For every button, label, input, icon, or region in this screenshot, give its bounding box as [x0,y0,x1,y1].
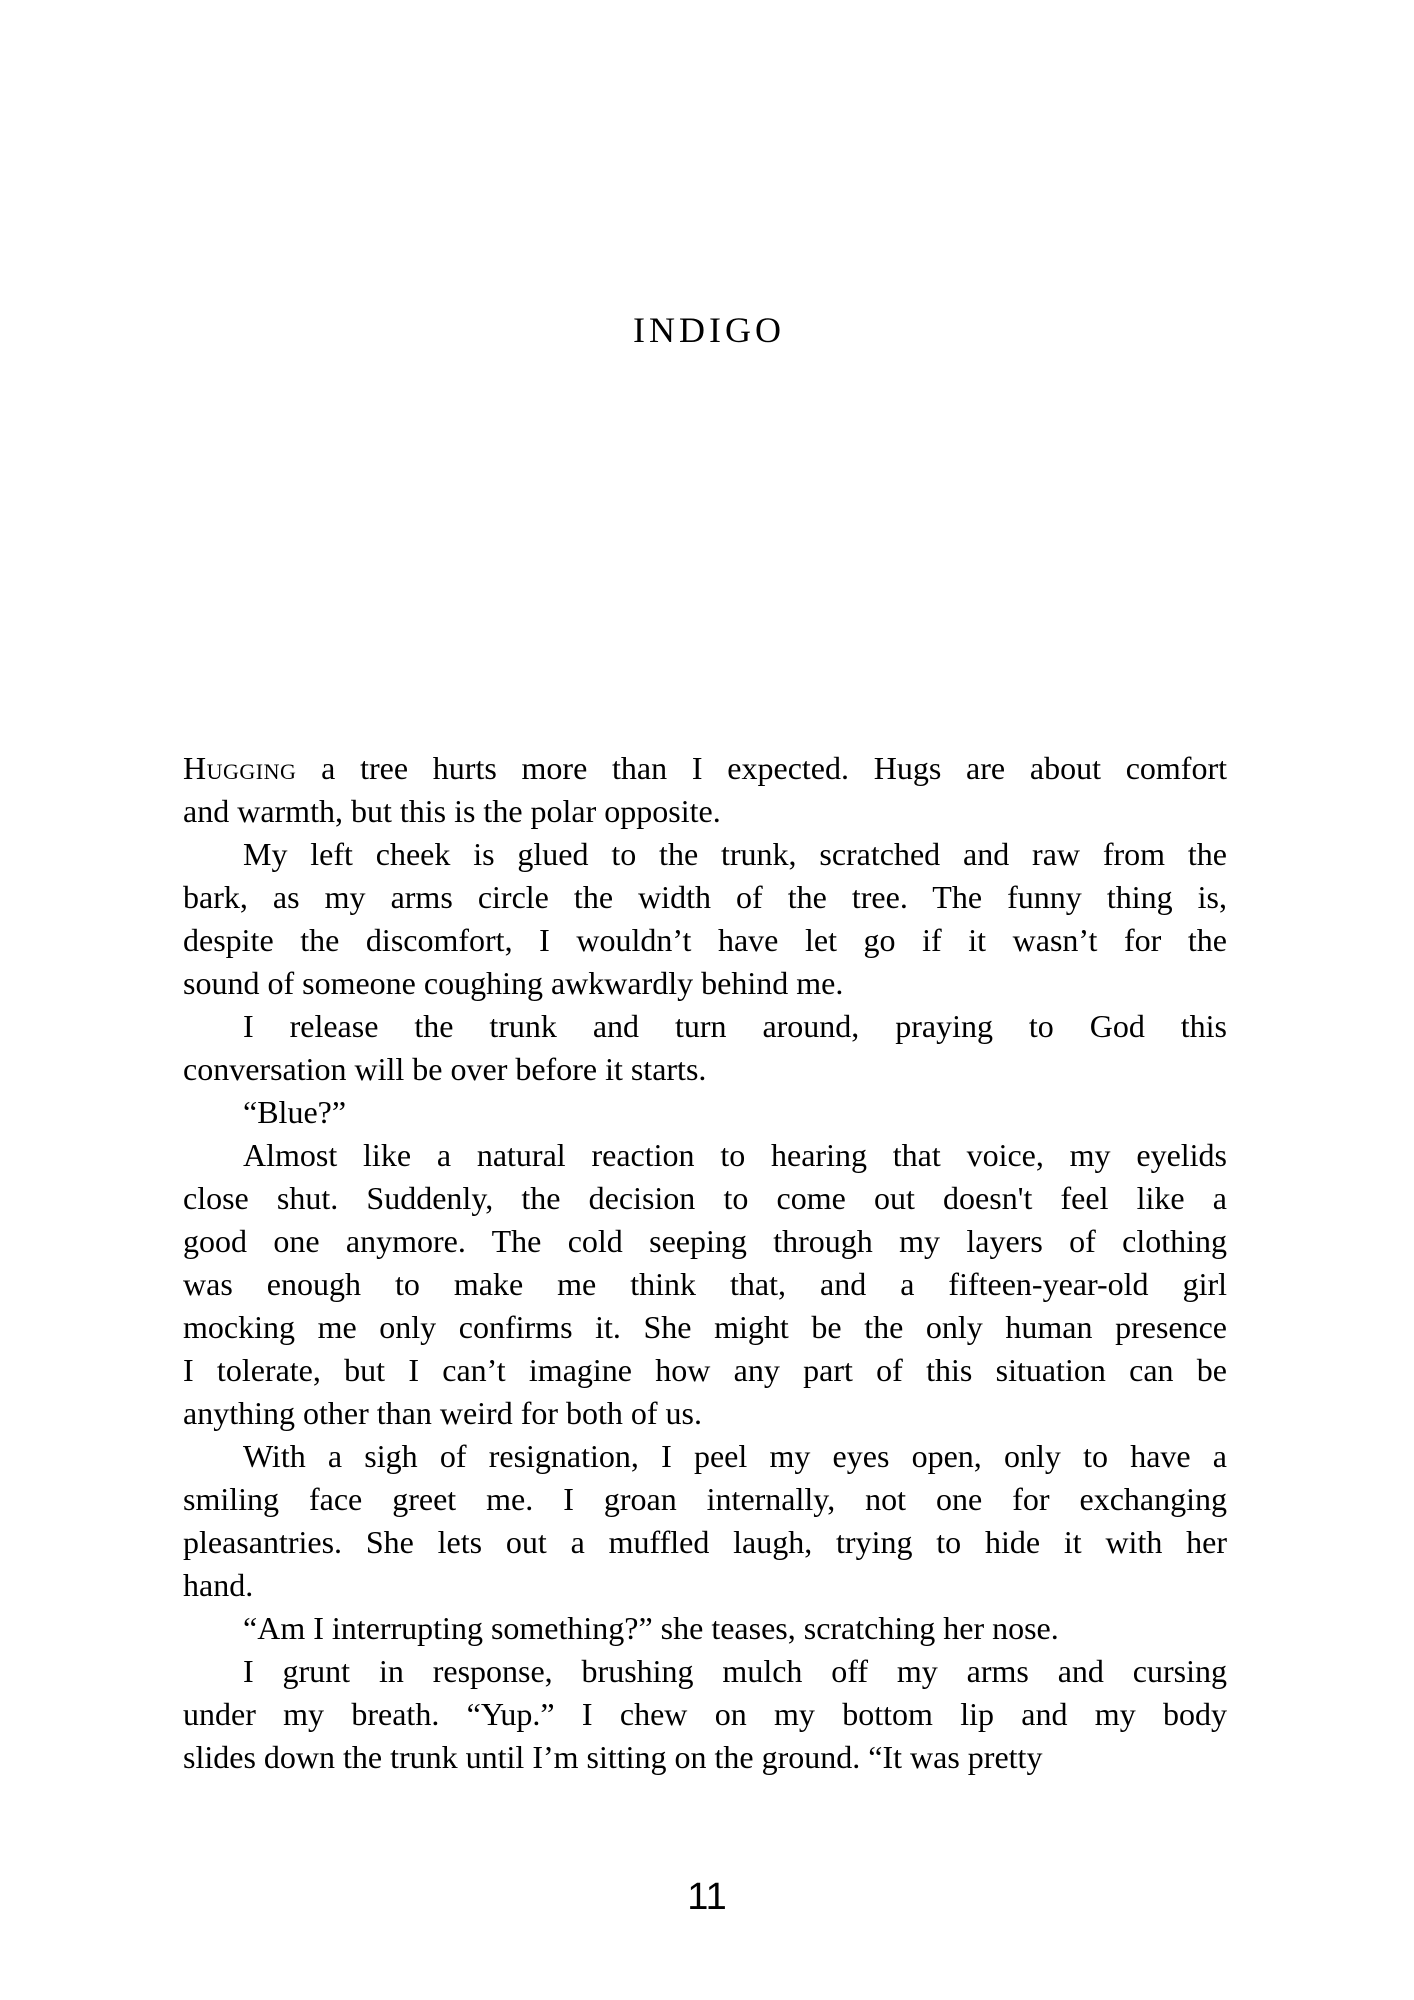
text-line: close shut. Suddenly, the decision to come out doesn't feel like a [183,1180,1227,1216]
text-line: sound of someone coughing awkwardly behind me. [183,965,844,1001]
line-text: a tree hurts more than I expected. Hugs are about comfort [296,750,1227,786]
text-line: under my breath. “Yup.” I chew on my bottom lip and my body [183,1696,1227,1732]
text-line: I tolerate, but I can’t imagine how any part of this situation can be [183,1352,1227,1388]
text-line: mocking me only confirms it. She might be the only human presence [183,1309,1227,1345]
text-line: slides down the trunk until I’m sitting on the ground. “It was pretty [183,1739,1043,1775]
body-text [183,747,1227,1779]
text-line: smiling face greet me. I groan internally, not one for exchanging [183,1481,1227,1517]
paragraph [183,833,1227,1005]
text-line [183,747,1227,790]
text-line: anything other than weird for both of us. [183,1395,702,1431]
paragraph [183,1091,1227,1134]
text-line: conversation will be over before it starts. [183,1051,707,1087]
text-line: I grunt in response, brushing mulch off my arms and cursing [243,1653,1227,1689]
page-number: 11 [687,1876,727,1918]
text-line: “Blue?” [243,1094,347,1130]
paragraph [183,1650,1227,1779]
paragraph [183,1435,1227,1607]
chapter-title: INDIGO [633,310,785,350]
text-line: was enough to make me think that, and a fifteen-year-old girl [183,1266,1227,1302]
text-line: pleasantries. She lets out a muffled laugh, trying to hide it with her [183,1524,1227,1560]
text-line: and warmth, but this is the polar opposite. [183,793,721,829]
paragraph [183,1134,1227,1435]
paragraph [183,1607,1227,1650]
text-line: Almost like a natural reaction to hearing that voice, my eyelids [243,1137,1227,1173]
text-line: With a sigh of resignation, I peel my eyes open, only to have a [243,1438,1227,1474]
text-line: I release the trunk and turn around, praying to God this [243,1008,1227,1044]
text-line: “Am I interrupting something?” she teases, scratching her nose. [243,1610,1059,1646]
lead-word-small-caps: Hugging [183,750,297,786]
text-line: hand. [183,1567,254,1603]
paragraph [183,1005,1227,1091]
text-line: despite the discomfort, I wouldn’t have let go if it wasn’t for the [183,922,1227,958]
text-line: My left cheek is glued to the trunk, scratched and raw from the [243,836,1227,872]
text-line: bark, as my arms circle the width of the tree. The funny thing is, [183,879,1227,915]
text-line: good one anymore. The cold seeping through my layers of clothing [183,1223,1227,1259]
paragraph [183,747,1227,833]
